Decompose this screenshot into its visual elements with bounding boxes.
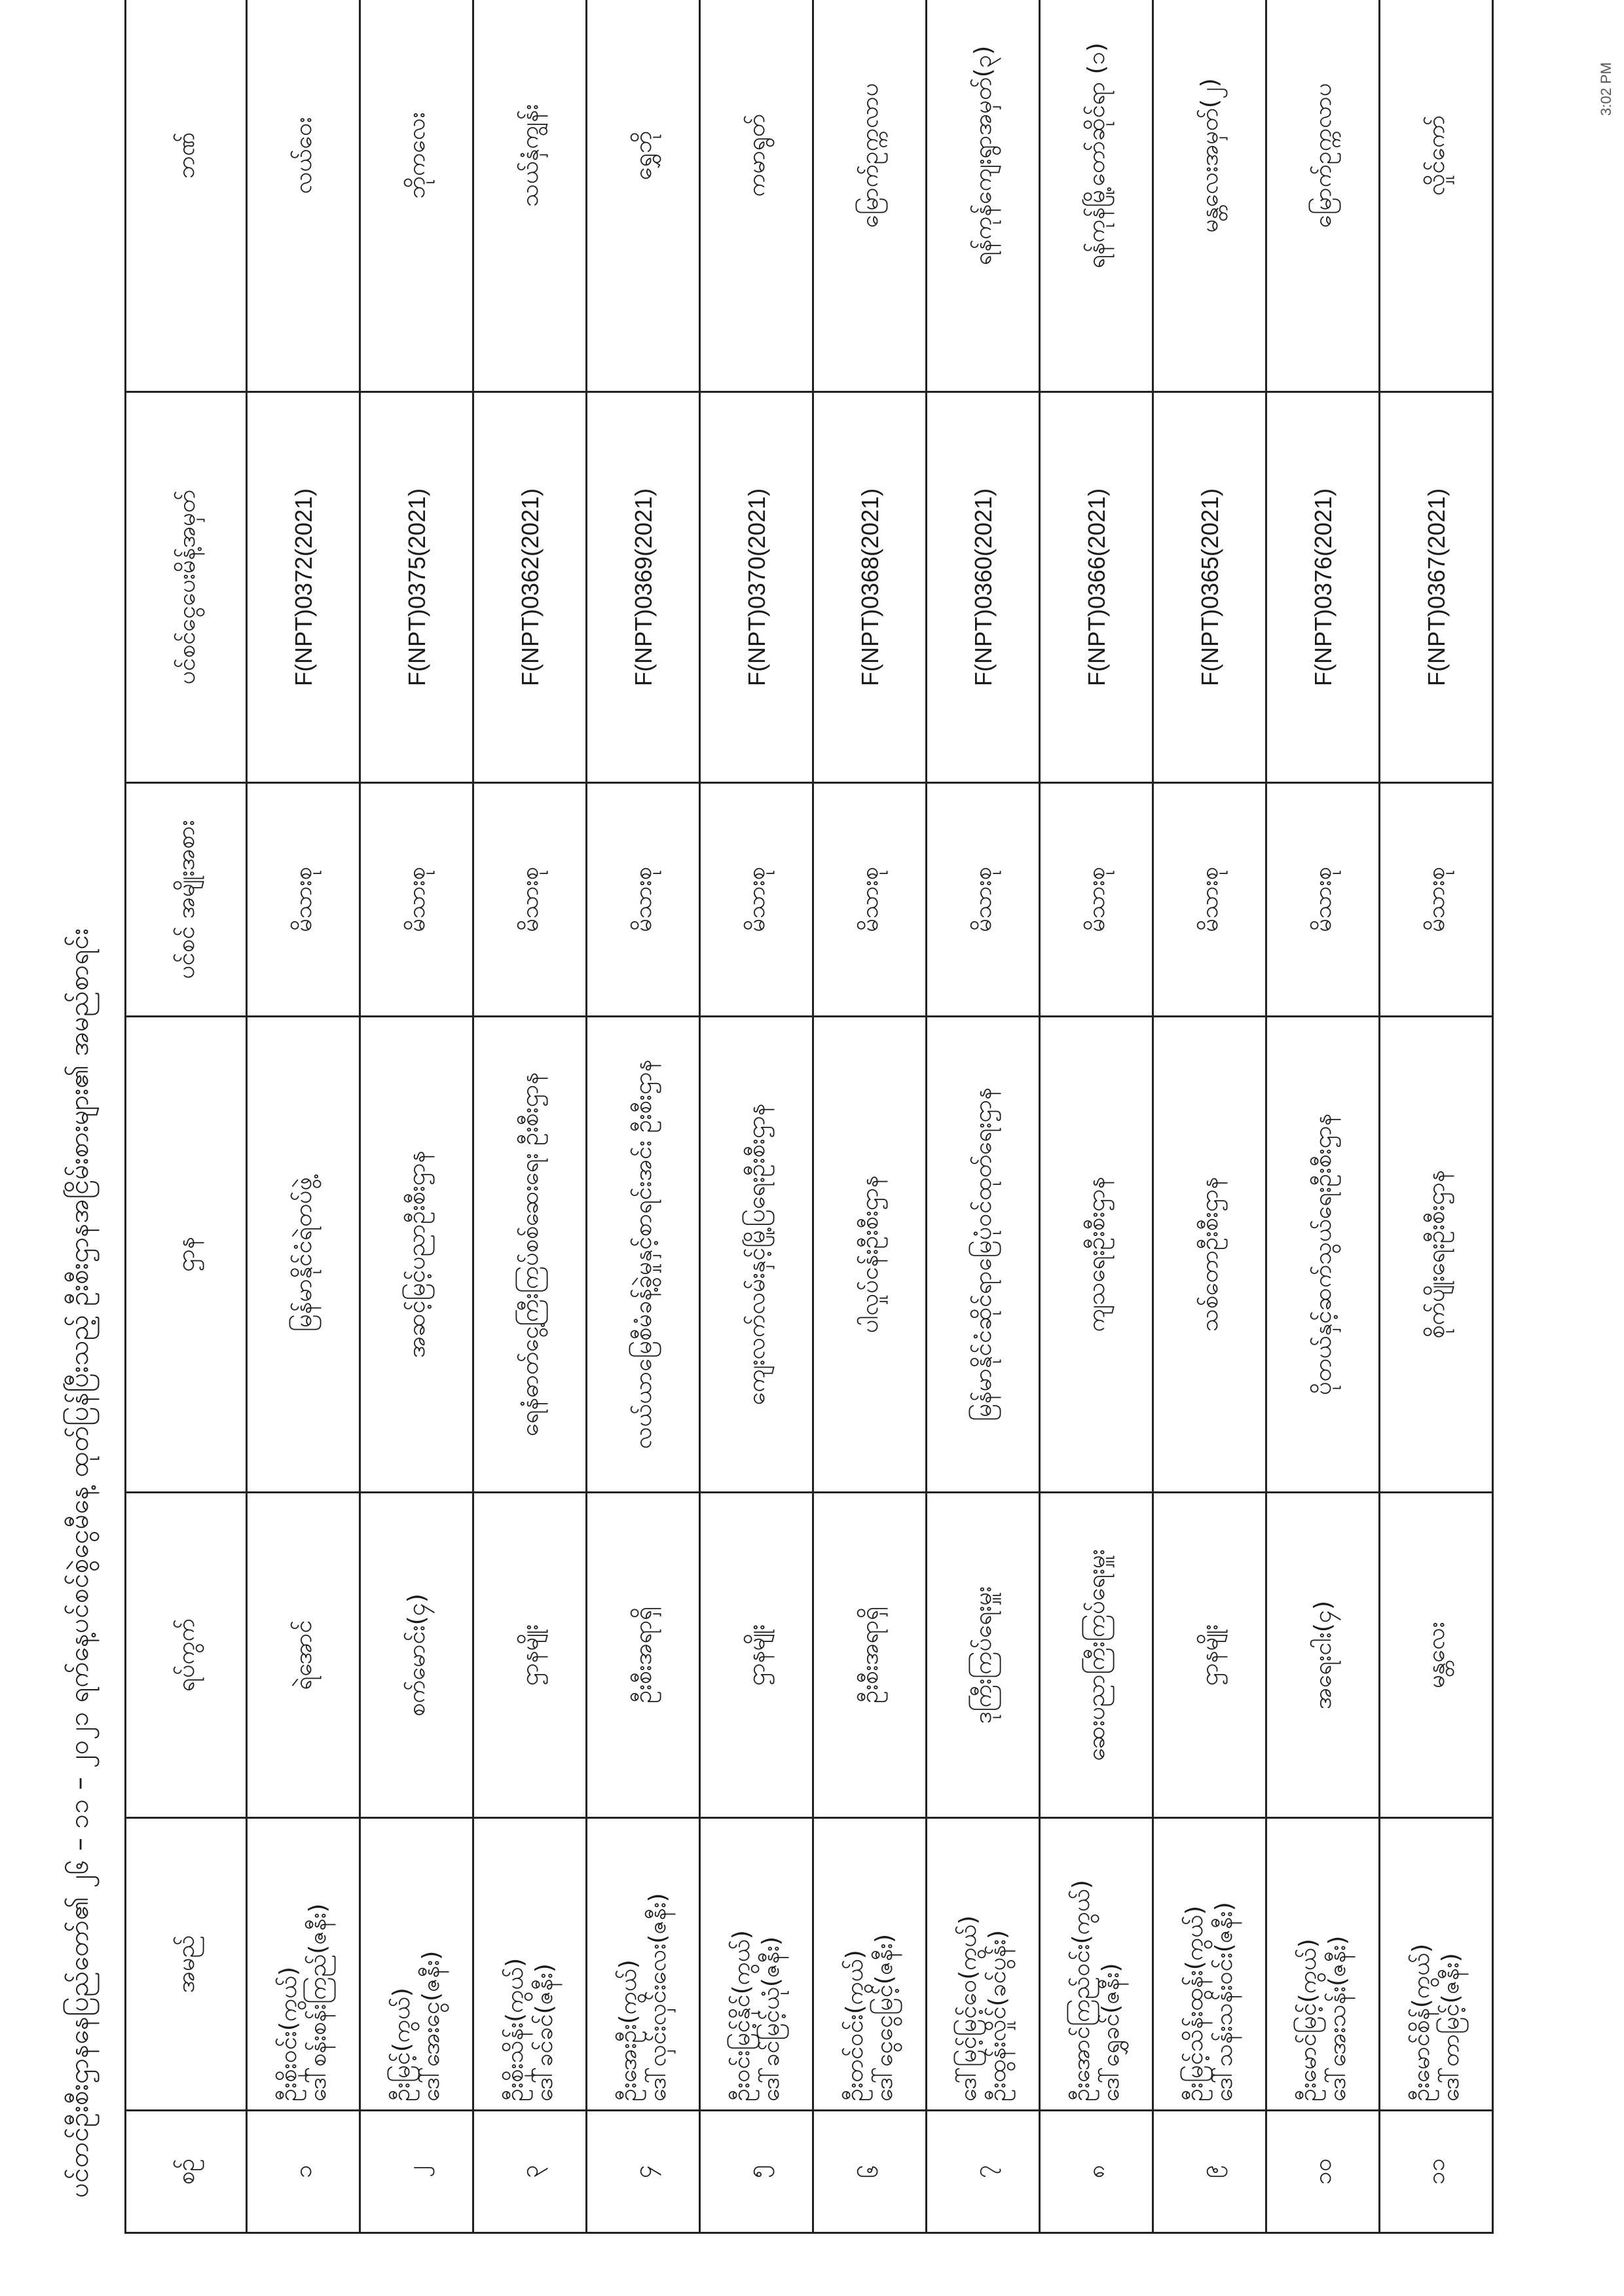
cell-department: စိုက်ပျိုးရေးဦးစီးဌာန xyxy=(1380,1017,1493,1493)
name-line-2: ဒေါ်လှင်းလှင်းလေး(ဇနီး) xyxy=(644,1893,671,2102)
name-line-2: ဒေါ်သန်းသန်းဝင်း(ဇနီး) xyxy=(1211,1902,1238,2102)
table-row xyxy=(1266,0,1380,2233)
cell-bank: ရန်ကုန်ကျေးရွာအမှတ်(၃) xyxy=(927,0,1040,392)
table-row xyxy=(587,0,700,2233)
cell-name xyxy=(700,1818,813,2111)
cell-department: အဆင့်မြင့်ပညာဦးစီးဌာန xyxy=(360,1017,473,1493)
cell-type: မိသားစု xyxy=(473,783,587,1017)
cell-department: ကျသရေးဦးစီးဌာန xyxy=(1040,1017,1153,1493)
cell-department: ကျေးလက်လမ်းနှင့်မြို့ပြရေးဦးစီးဌာန xyxy=(700,1017,813,1493)
table-row xyxy=(247,0,360,2233)
name-line-2: ဒေါ်ခင်ခင်(ဇနီး) xyxy=(531,1963,558,2102)
header-quarter: ရပ်ကွက် xyxy=(126,1493,247,1818)
cell-department: ပါလှုပ်ငန်းဦးစီးဌာန xyxy=(813,1017,927,1493)
header-row xyxy=(126,0,247,2233)
cell-type: မိသားစု xyxy=(247,783,360,1017)
table-row xyxy=(1040,0,1153,2233)
cell-type: မိသားစု xyxy=(927,783,1040,1017)
name-line-1: ဦးတင်ဝင်း(ကွယ်) xyxy=(841,1950,868,2102)
cell-name xyxy=(587,1818,700,2111)
cell-bank: လှိုင်ကော် xyxy=(1380,0,1493,392)
cell-type: မိသားစု xyxy=(587,783,700,1017)
cell-bank: ရွှေဘို xyxy=(587,0,700,392)
cell-quarter: ဦးစီးအရာရှိ xyxy=(587,1493,700,1818)
cell-no: ၂ xyxy=(360,2111,473,2233)
name-line-1: ဒေါ်မြင့်မြင့်ဝေ(ကွယ်) xyxy=(955,1915,982,2102)
cell-license: F(NPT)0365(2021) xyxy=(1153,392,1266,783)
name-line-1: ဦးမောင်စိန်(ကွယ်) xyxy=(1408,1943,1435,2102)
cell-bank: မြောက်ဥက္ကလာပ xyxy=(1266,0,1380,392)
document-title: ပင်တင်ဦးစီးဌာနနေပြည်တော်၏ ၂၆ – ၁၁ – ၂၀၂၁ ရက်နေ့ပင်စင်စွဲငွေမီနေ့ ထုတ်ပြန်ပြီးသည့် ဦးစီးဌာနအငြိမ်းစားများ၏ အမည်စာရင်း xyxy=(64,928,94,2198)
cell-quarter: စက်မောင်း(၄) xyxy=(360,1493,473,1818)
cell-department: ပိုတယ်နှင့်ဆက်သွယ်ရေးဦးစီးဌာန xyxy=(1266,1017,1380,1493)
table-row xyxy=(813,0,927,2233)
cell-no: ၃ xyxy=(473,2111,587,2233)
cell-department: မြန်မာနိုင်ငံဆိုင်ရာမြေပုံဝင်ထုတ်ရေးဌာန xyxy=(927,1017,1040,1493)
name-line-2: ဒေါ်စန်းစန်းကြည်(ဇနီး) xyxy=(304,1903,331,2102)
cell-type: မိသားစု xyxy=(700,783,813,1017)
header-license: ပင်စင်ငွေပေးမိန့်အမှတ် xyxy=(126,392,247,783)
cell-name xyxy=(360,1818,473,2111)
name-line-2: ဒေါ်အေးသန်း(ဇနီး) xyxy=(1324,1935,1351,2102)
cell-quarter: ဒုကြီးကြပ်ရေးမှူး xyxy=(927,1493,1040,1818)
cell-bank: သယ်နှံကျွန်း xyxy=(473,0,587,392)
cell-name xyxy=(927,1818,1040,2111)
cell-name xyxy=(247,1818,360,2111)
table-row xyxy=(1380,0,1493,2233)
cell-bank: ကမာရွတ် xyxy=(700,0,813,392)
cell-bank: မြောက်ဥက္ကလာပ xyxy=(813,0,927,392)
table-row xyxy=(473,0,587,2233)
cell-no: ၅ xyxy=(700,2111,813,2233)
name-line-2: ဒေါ်ရွှေခင်(ဇနီး) xyxy=(1098,1963,1124,2102)
cell-quarter: အရေးငါး(၄) xyxy=(1266,1493,1380,1818)
pension-table xyxy=(124,0,1494,2234)
cell-no: ၁၁ xyxy=(1380,2111,1493,2233)
cell-type: မိသားစု xyxy=(813,783,927,1017)
name-line-1: ဦးဝင်းမြင့်နိုင်(ကွယ်) xyxy=(728,1930,755,2102)
name-line-2: ဒေါ်ခင်မြင့်ယုံ(ဇနီး) xyxy=(758,1936,784,2102)
cell-quarter: ဆေးပညာကြီးကြပ်ရေးမှူး xyxy=(1040,1493,1153,1818)
name-line-2: ဒေါ်အေးငွေ(ဇနီး) xyxy=(418,1950,445,2102)
name-line-1: ဦးစိုးသိန်း(ကွယ်) xyxy=(502,1958,528,2102)
cell-no: ၇ xyxy=(927,2111,1040,2233)
cell-department: မြန်မာနိုင်ငံရဲတပ်ဖွဲ့ xyxy=(247,1017,360,1493)
table-row xyxy=(700,0,813,2233)
header-department: ဌာန xyxy=(126,1017,247,1493)
name-line-1: ဦးအေးဦး(ကွယ်) xyxy=(615,1959,642,2102)
cell-license: F(NPT)0360(2021) xyxy=(927,392,1040,783)
cell-type: မိသားစု xyxy=(1266,783,1380,1017)
cell-license: F(NPT)0362(2021) xyxy=(473,392,587,783)
table-row xyxy=(927,0,1040,2233)
cell-bank: ဘိုကလေး xyxy=(360,0,473,392)
cell-license: F(NPT)0367(2021) xyxy=(1380,392,1493,783)
cell-bank: ရန်ကုန်မြို့တော်ဆိုင်ရာ (၁) xyxy=(1040,0,1153,392)
name-line-1: ဦးစိုးဝင်း(ကွယ်) xyxy=(275,1966,302,2102)
cell-department: သစ်တောဦးစီးဌာန xyxy=(1153,1017,1266,1493)
cell-bank: လယ်ဝေး xyxy=(247,0,360,392)
cell-type: မိသားစု xyxy=(1380,783,1493,1017)
cell-quarter: ဦးစီးအရာရှိ xyxy=(813,1493,927,1818)
cell-type: မိသားစု xyxy=(1153,783,1266,1017)
name-line-1: ဦးမောင်မြင့်(ကွယ်) xyxy=(1295,1939,1321,2102)
cell-type: မိသားစု xyxy=(1040,783,1153,1017)
name-line-2: ဦးထွန်းလှိုင်(ခင်ပွန်း) xyxy=(984,1929,1011,2102)
time-stamp: 3:02 PM xyxy=(1598,62,1614,116)
cell-no: ၁၀ xyxy=(1266,2111,1380,2233)
header-name: အမည် xyxy=(126,1818,247,2111)
cell-no: ၈ xyxy=(1040,2111,1153,2233)
cell-name xyxy=(473,1818,587,2111)
cell-name xyxy=(1266,1818,1380,2111)
cell-no: ၉ xyxy=(1153,2111,1266,2233)
cell-no: ၁ xyxy=(247,2111,360,2233)
cell-license: F(NPT)0370(2021) xyxy=(700,392,813,783)
header-no: စဉ် xyxy=(126,2111,247,2233)
cell-name xyxy=(1040,1818,1153,2111)
header-type: ပင်စင် အမျိုးအစား xyxy=(126,783,247,1017)
cell-license: F(NPT)0369(2021) xyxy=(587,392,700,783)
name-line-2: ဒေါ်တာမြင့်(ဇနီး) xyxy=(1437,1953,1464,2102)
header-bank: ဘဏ် xyxy=(126,0,247,392)
cell-license: F(NPT)0366(2021) xyxy=(1040,392,1153,783)
cell-quarter: ဌာနမျိုး xyxy=(700,1493,813,1818)
cell-license: F(NPT)0376(2021) xyxy=(1266,392,1380,783)
name-line-1: ဦးအောင်ကြည်ဝင်း(ကွယ်) xyxy=(1068,1880,1095,2102)
cell-name xyxy=(813,1818,927,2111)
cell-department: ရေနံဓာတ်ငွေ့ကြီးကြပ်စစ်ဆေးရေး ဦးစီးဌာန xyxy=(473,1017,587,1493)
cell-quarter: ဌာနမျိုး xyxy=(473,1493,587,1818)
cell-name xyxy=(1153,1818,1266,2111)
cell-quarter: မန္တလေး xyxy=(1380,1493,1493,1818)
name-line-1: ဦးမြင့်သိန်းထွန်း(ကွယ်) xyxy=(1181,1905,1208,2102)
name-line-2: ဒေါ်ငွေငွေမြင့်(ဇနီး) xyxy=(871,1933,898,2102)
cell-no: ၆ xyxy=(813,2111,927,2233)
name-line-1: ဦးမြင့်(ကွယ်) xyxy=(388,1988,415,2102)
cell-quarter: ဌာနမျိုး xyxy=(1153,1493,1266,1818)
cell-bank: မန္တလေးအမှတ်(၂) xyxy=(1153,0,1266,392)
cell-license: F(NPT)0375(2021) xyxy=(360,392,473,783)
cell-department: လယ်ယာမြေစီမံခန့်ခွဲမှုနှင့်စာရင်းအင်း ဦးစီးဌာန xyxy=(587,1017,700,1493)
cell-type: မိသားစု xyxy=(360,783,473,1017)
table-row xyxy=(360,0,473,2233)
cell-quarter: ရဲအောင် xyxy=(247,1493,360,1818)
table-row xyxy=(1153,0,1266,2233)
cell-license: F(NPT)0368(2021) xyxy=(813,392,927,783)
cell-license: F(NPT)0372(2021) xyxy=(247,392,360,783)
cell-name xyxy=(1380,1818,1493,2111)
cell-no: ၄ xyxy=(587,2111,700,2233)
